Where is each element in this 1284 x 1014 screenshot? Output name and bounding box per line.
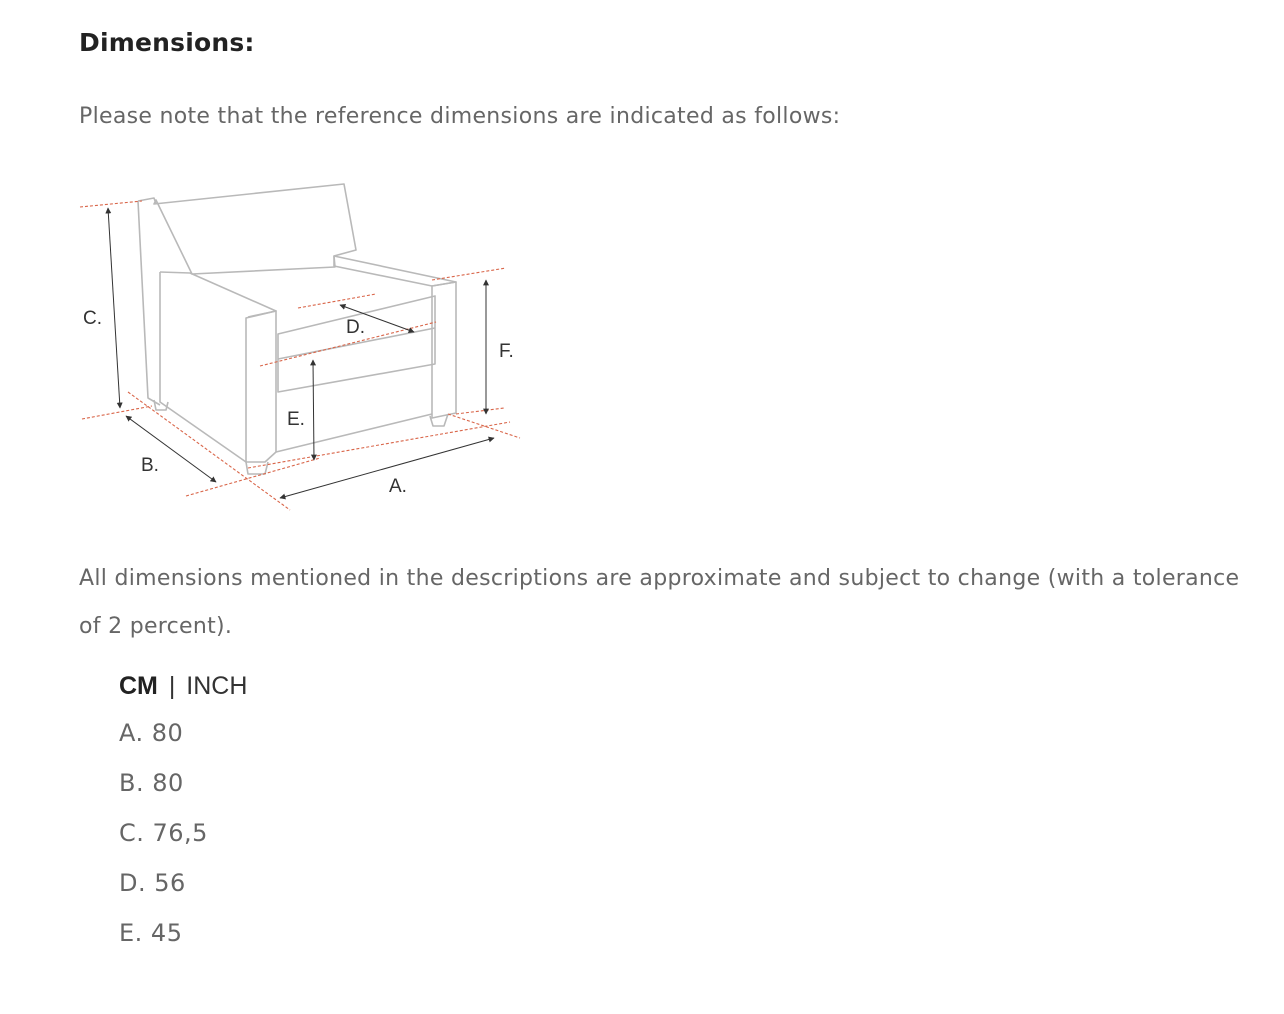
dimension-arrows <box>108 208 494 498</box>
label-d: D. <box>346 317 365 338</box>
unit-separator: | <box>168 672 176 700</box>
dimension-a: A. 80 <box>119 719 184 747</box>
unit-inch[interactable]: INCH <box>186 672 248 700</box>
unit-cm[interactable]: CM <box>119 672 158 700</box>
arrow-e <box>313 360 314 460</box>
label-a: A. <box>389 476 407 497</box>
arrow-b <box>126 416 216 482</box>
label-e: E. <box>287 409 305 430</box>
label-b: B. <box>141 455 159 476</box>
unit-switcher <box>119 672 247 701</box>
dimension-c: C. 76,5 <box>119 819 208 847</box>
arrow-c <box>108 208 120 408</box>
label-c: C. <box>83 308 102 329</box>
dimensions-heading: Dimensions: <box>79 28 255 57</box>
dimension-values-list <box>119 715 208 965</box>
armchair-dimension-diagram <box>70 170 540 520</box>
dimension-e: E. 45 <box>119 919 183 947</box>
dimension-d: D. 56 <box>119 869 186 897</box>
arrow-a <box>280 438 494 498</box>
label-f: F. <box>499 341 514 362</box>
dimension-b: B. 80 <box>119 769 184 797</box>
tolerance-note: All dimensions mentioned in the descriptions are approximate and subject to change (with a tolerance of 2 percent). <box>79 566 1240 639</box>
reference-note: Please note that the reference dimensions are indicated as follows: <box>79 104 841 129</box>
